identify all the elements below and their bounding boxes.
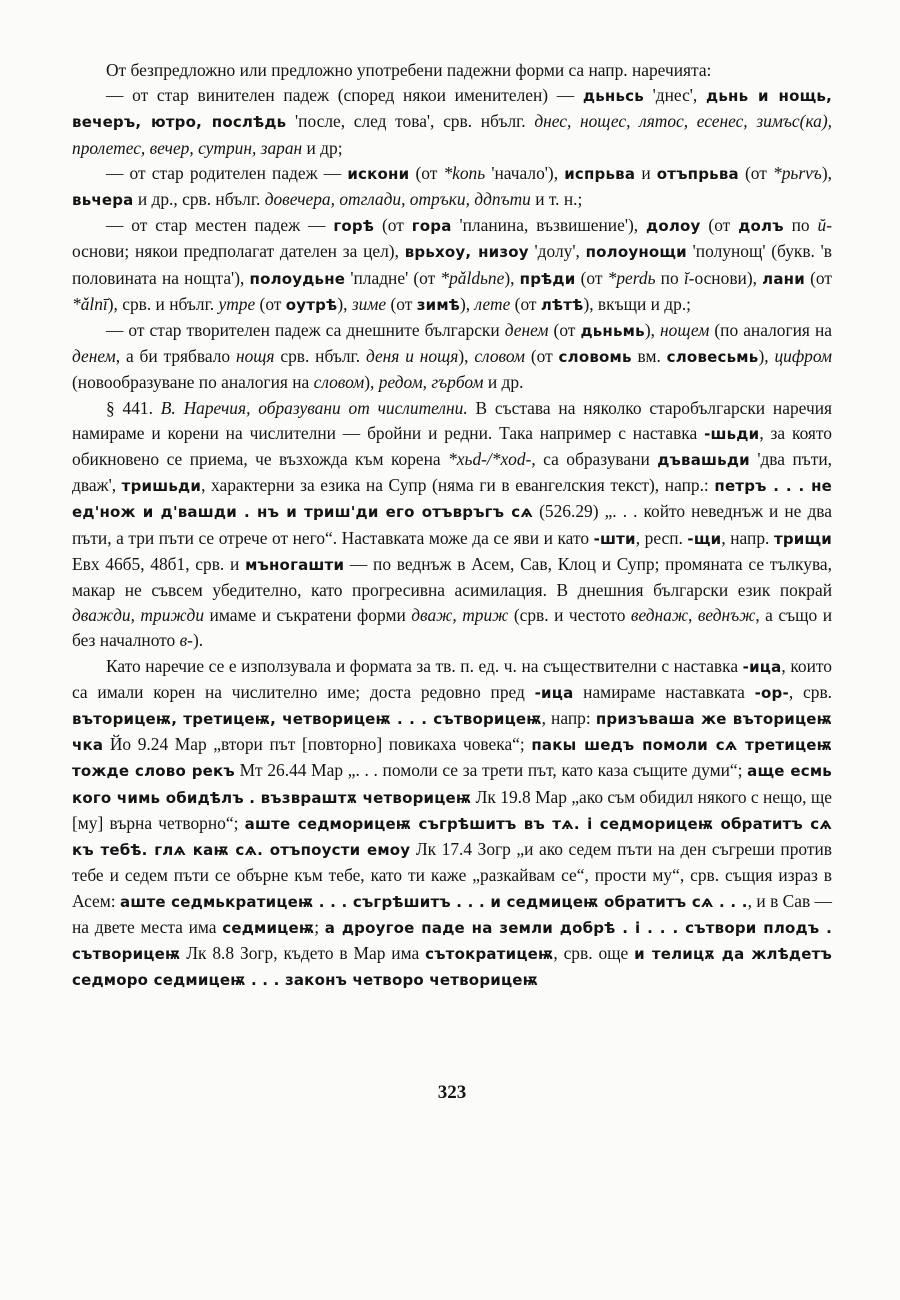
paragraph xyxy=(72,58,832,83)
old-bulgarian-form: гора xyxy=(411,217,452,236)
text-run: 'полунощ' (букв. 'в половината на нощта'), xyxy=(72,241,833,288)
old-bulgarian-form: -ор- xyxy=(754,683,789,702)
old-bulgarian-form: призъваша же въторицеѭ чка xyxy=(72,710,832,755)
italic-term: *xьd-/*xod- xyxy=(448,449,532,470)
text-run: (новообразуване по аналогия на xyxy=(72,372,314,393)
text-run: (от xyxy=(524,346,559,367)
text-run: , и в Сав — на двете места има xyxy=(72,890,832,937)
old-bulgarian-form: -щи xyxy=(687,529,722,548)
text-run: и др. xyxy=(483,372,524,393)
old-bulgarian-form: полоунощи xyxy=(585,243,687,262)
page-body xyxy=(72,58,833,1103)
page-number: 323 xyxy=(437,1082,467,1103)
old-bulgarian-form: долъ xyxy=(738,217,784,236)
old-bulgarian-form: а дроугое паде на земли добрѣ . і . . . сътвори плодъ . сътворицеѭ xyxy=(72,918,833,963)
old-bulgarian-form: дьньсь xyxy=(582,87,644,106)
main-text xyxy=(72,58,832,993)
text-run: ), xyxy=(758,346,775,367)
italic-term: зиме xyxy=(351,293,387,314)
text-run: , напр: xyxy=(541,708,596,729)
italic-term: деня и нощя xyxy=(365,346,459,367)
text-run: , респ. xyxy=(635,527,688,548)
text-run: и др., срв. нбълг. xyxy=(133,189,265,210)
text-run: имаме и съкратени форми xyxy=(204,605,412,626)
old-bulgarian-form: словомь xyxy=(558,348,632,367)
old-bulgarian-form: горѣ xyxy=(333,217,375,236)
text-run: по xyxy=(783,215,818,236)
text-run: (от xyxy=(700,215,739,236)
text-run: срв. нбълг. xyxy=(274,346,366,367)
text-run: , напр. xyxy=(721,527,774,548)
text-run: ), xyxy=(460,293,475,314)
text-run: по xyxy=(655,267,684,288)
old-bulgarian-form: прѣди xyxy=(519,269,576,288)
text-run: -основи; някои предполагат дателен за цел), xyxy=(72,215,832,262)
old-bulgarian-form: лани xyxy=(762,269,805,288)
italic-term: редом, гърбом xyxy=(378,372,484,393)
text-run: Лк 19.8 Мар „ако съм обидил някого с нещо, ще [му] върна четворно“; xyxy=(72,786,832,833)
text-run: Лк 17.4 Зогр „и ако седем пъти на ден съгреши против тебе и седем пъти се обърне към тебе, като ти каже „разкайвам се“, прости му“, срв. същия израз в Асем: xyxy=(72,839,832,911)
old-bulgarian-form: -ица xyxy=(534,683,574,702)
text-run: Мт 26.44 Мар „. . . помоли се за трети път, като каза същите думи“; xyxy=(234,760,748,781)
text-run: ), вкъщи и др.; xyxy=(583,293,691,314)
text-run: (от xyxy=(548,320,581,341)
text-run: 'два пъти, дваж', xyxy=(72,449,833,496)
text-run: ), xyxy=(644,320,661,341)
old-bulgarian-form: вьчера xyxy=(72,191,134,210)
text-run: ; xyxy=(314,916,325,937)
italic-term: *pǎldьne xyxy=(440,267,505,288)
italic-term: ŭ xyxy=(817,215,827,236)
old-bulgarian-form: дьнь и нощь, вечеръ, ютро, послѣдь xyxy=(72,87,832,132)
text-run: (от xyxy=(510,293,541,314)
text-run: (от xyxy=(386,293,417,314)
text-run: ), xyxy=(337,293,352,314)
italic-term: нощя xyxy=(235,346,275,367)
text-run: От безпредложно или предложно употребени падежни форми са напр. наречията: xyxy=(106,60,712,80)
old-bulgarian-form: словесьмь xyxy=(666,348,759,367)
italic-term: ĭ xyxy=(683,267,689,288)
text-run: и др; xyxy=(302,137,343,158)
text-run: 'начало'), xyxy=(485,162,565,183)
text-run: вм. xyxy=(631,346,667,367)
italic-term: цифром xyxy=(774,346,833,367)
old-bulgarian-form: -шти xyxy=(593,529,636,548)
old-bulgarian-form: пакы шедъ помоли сѧ третицеѭ тожде слово рекъ xyxy=(72,736,832,781)
text-run: — по веднъж в Асем, Сав, Клоц и Супр; промяната се тълкува, макар не съвсем убедително, като прогресивна асимилация. В днешния български език покрай xyxy=(72,553,832,601)
text-run: , срв. още xyxy=(553,942,635,963)
old-bulgarian-form: аще есмь кого чимь обидѣлъ . възвраштѫ четворицеѭ xyxy=(72,762,832,807)
text-run: 'после, след това', срв. нбълг. xyxy=(286,111,535,132)
text-run: (от xyxy=(804,267,832,288)
text-run: ), xyxy=(821,162,832,183)
old-bulgarian-form: мъногашти xyxy=(245,555,345,574)
text-run: ), xyxy=(364,372,379,393)
old-bulgarian-form: аште седмькратицеѭ . . . съгрѣшитъ . . . и седмицеѭ обратитъ сѧ . . . xyxy=(120,892,748,911)
paragraph xyxy=(72,213,832,318)
paragraph xyxy=(72,654,832,994)
italic-term: *perdь xyxy=(607,267,656,288)
old-bulgarian-form: -ица xyxy=(742,657,782,676)
italic-term: в xyxy=(179,630,188,651)
text-run: (от xyxy=(409,162,444,183)
old-bulgarian-form: седмицеѭ xyxy=(222,918,315,937)
italic-term: лете xyxy=(474,293,511,314)
old-bulgarian-form: испрьва xyxy=(564,164,636,183)
italic-term: словом xyxy=(313,372,365,393)
text-run: , които са имали корен на числително име; доста редовно пред xyxy=(72,655,832,702)
italic-term: довечера, отглади, отръки, ддпъти xyxy=(264,189,531,210)
italic-term: веднаж, веднъж xyxy=(630,605,756,626)
old-bulgarian-form: и телицѫ да жлѣдетъ седморо седмицеѭ . . . законъ четворо четворицеѭ xyxy=(72,944,832,990)
italic-term: денем xyxy=(72,346,116,367)
text-run: (от xyxy=(575,267,608,288)
italic-term: *konь xyxy=(443,162,486,183)
text-run: Лк 8.8 Зогр, където в Мар има xyxy=(180,942,426,963)
paragraph xyxy=(72,161,832,213)
italic-term: *pьrvъ xyxy=(773,162,822,183)
italic-term: днес, нощес, лятос, есенес, зимъс(ка), пролетес, вечер, сутрин, заран xyxy=(72,111,832,158)
text-run: намираме наставката xyxy=(573,681,755,702)
text-run: (526.29) „. . . който неведнъж и не два пъти, а три пъти се отрече от него“. Наставката може да се яви и като xyxy=(72,501,832,548)
text-run: (от xyxy=(374,215,412,236)
paragraph xyxy=(72,83,832,161)
old-bulgarian-form: врьхоу, низоу xyxy=(404,243,529,262)
text-run: (по аналогия на xyxy=(709,320,832,341)
old-bulgarian-form: зимѣ xyxy=(416,295,461,314)
text-run: Като наречие се е използувала и формата за тв. п. ед. ч. на съществителни с наставка xyxy=(106,655,743,676)
italic-term: дважди, трижди xyxy=(72,605,205,626)
text-run: — от стар винителен падеж (според някои именителен) — xyxy=(106,85,583,106)
text-run: ), xyxy=(458,346,475,367)
old-bulgarian-form: долоу xyxy=(646,217,701,236)
text-run: и xyxy=(635,162,657,183)
text-run: ), xyxy=(504,267,520,288)
text-run: § 441. xyxy=(106,397,161,418)
text-run: (срв. и честото xyxy=(508,605,631,626)
text-run: (от xyxy=(255,293,286,314)
old-bulgarian-form: дьньмь xyxy=(580,322,645,341)
old-bulgarian-form: въторицеѭ, третицеѭ, четворицеѭ . . . сътворицеѭ xyxy=(72,710,542,729)
old-bulgarian-form: сътократицеѭ xyxy=(425,944,554,963)
text-run: Евх 46б5, 48б1, срв. и xyxy=(72,553,246,574)
old-bulgarian-form: петръ . . . не ед'нож и д'вашди . нъ и триш'ди его отъвръгъ сѧ xyxy=(72,477,833,522)
old-bulgarian-form: лѣтѣ xyxy=(540,295,584,314)
text-run: , а би трябвало xyxy=(115,346,236,367)
paragraph xyxy=(72,318,832,396)
text-run: В състава на няколко старобългарски наречия намираме и корени на числителни — бройни и редни. Така например с наставка xyxy=(72,397,832,443)
old-bulgarian-form: полоудьне xyxy=(249,269,346,288)
text-run: Йо 9.24 Мар „втори път [повторно] повикаха човека“; xyxy=(103,734,532,755)
text-run: 'планина, възвишение'), xyxy=(451,215,646,236)
old-bulgarian-form: дъвашьди xyxy=(657,451,750,470)
italic-term: денем xyxy=(504,320,549,341)
text-run: 'долу', xyxy=(528,241,586,262)
text-run: — от стар творителен падеж са днешните български xyxy=(106,320,505,341)
old-bulgarian-form: аште седморицеѭ съгрѣшитъ въ тѧ. і седморицеѭ обратитъ сѧ къ тебѣ. глѧ каѭ сѧ. отъпоусти емоу xyxy=(72,814,833,860)
old-bulgarian-form: оутрѣ xyxy=(285,295,338,314)
italic-term: дваж, триж xyxy=(411,605,509,626)
old-bulgarian-form: тришьди xyxy=(121,477,202,496)
text-run: и т. н.; xyxy=(530,189,583,210)
text-run: , а също и без началното xyxy=(72,605,833,651)
paragraph xyxy=(72,396,832,654)
text-run: (от xyxy=(738,162,774,183)
old-bulgarian-form: искони xyxy=(347,164,410,183)
italic-term: утре xyxy=(218,293,256,314)
old-bulgarian-form: отъпрьва xyxy=(656,164,739,183)
text-run: — от стар родителен падеж — xyxy=(106,162,348,183)
text-run: , срв. xyxy=(788,681,832,702)
italic-term: *ǎlnī xyxy=(72,293,108,314)
text-run: -). xyxy=(187,630,204,651)
italic-term: нощем xyxy=(660,320,710,341)
old-bulgarian-form: -шьди xyxy=(704,424,760,443)
text-run: — от стар местен падеж — xyxy=(106,215,334,236)
italic-term: В. Наречия, образувани от числителни. xyxy=(160,397,468,418)
text-run: 'пладне' (от xyxy=(345,267,441,288)
text-run: 'днес', xyxy=(643,85,706,106)
text-run: , характерни за езика на Супр (няма ги в евангелския текст), напр.: xyxy=(201,475,715,496)
text-run: , са образувани xyxy=(531,449,658,470)
italic-term: словом xyxy=(474,346,525,367)
text-run: -основи), xyxy=(688,267,763,288)
old-bulgarian-form: трищи xyxy=(773,529,832,548)
text-run: , за която обикновено се приема, че възхожда към корена xyxy=(72,422,832,470)
text-run: ), срв. и нбълг. xyxy=(107,293,219,314)
